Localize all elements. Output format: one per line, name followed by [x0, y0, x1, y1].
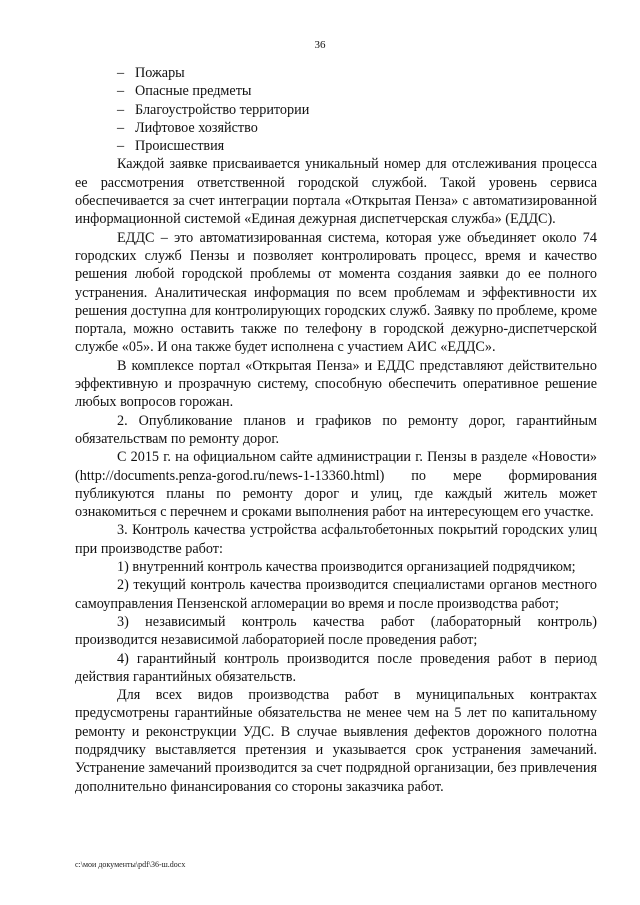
list-item — [75, 101, 597, 119]
paragraph-news-publication: С 2015 г. на официальном сайте администрации г. Пензы в разделе «Новости» (http://documents.penza-gorod.ru/news-1-13360.html) по мере формирования публикуются планы по ремонту дорог и улиц, где каждый житель может ознакомиться с перечнем и сроками выполнения работ на интересующем его участке. — [75, 449, 597, 521]
paragraph-section-3-heading: 3. Контроль качества устройства асфальтобетонных покрытий городских улиц при производстве работ: — [75, 522, 597, 557]
bullet-marker: – — [117, 101, 125, 118]
page-number: 36 — [314, 39, 326, 51]
list-item — [75, 137, 597, 155]
paragraph-warranty-obligations: Для всех видов производства работ в муниципальных контрактах предусмотрены гарантийные обязательства не менее чем на 5 лет по капитальному ремонту и реконструкции УДС. В случае выявления дефектов дорожного полотна подрядчику выставляется претензия и указывается срок устранения замечаний. Устранение замечаний производится за счет подрядной организации, без привлечения дополнительно финансирования со стороны заказчика работ. — [75, 687, 597, 795]
paragraph-section-2-heading: 2. Опубликование планов и графиков по ремонту дорог, гарантийным обязательствам по ремонту дорог. — [75, 412, 597, 447]
paragraph-edds-description: ЕДДС – это автоматизированная система, которая уже объединяет около 74 городских служб Пензы и позволяет контролировать процесс, время и качество решения любой городской проблемы от момента создания заявки до ее полного устранения. Аналитическая информация по всем проблемам и эффективности их решения доступна для контролирующих городских служб. Заявку по проблеме, кроме портала, можно оставить также по телефону в городской дежурно-диспетчерской службе «05». И она также будет исполнена с участием АИС «ЕДДС». — [75, 229, 597, 356]
bullet-marker: – — [117, 119, 125, 136]
paragraph-warranty-control: 4) гарантийный контроль производится после проведения работ в период действия гарантийных обязательств. — [75, 650, 597, 685]
paragraph-current-control: 2) текущий контроль качества производится специалистами органов местного самоуправления Пензенской агломерации во время и после производства работ; — [75, 577, 597, 612]
list-item-text: Лифтовое хозяйство — [135, 119, 258, 136]
paragraph-request-number: Каждой заявке присваивается уникальный номер для отслеживания процесса ее рассмотрения ответственной городской службой. Такой уровень сервиса обеспечивается за счет интеграции портала «Открытая Пенза» с автоматизированной информационной системой «Единая дежурная диспетчерская служба» (ЕДДС). — [75, 156, 597, 228]
list-item — [75, 119, 597, 137]
list-item-text: Пожары — [135, 65, 185, 81]
page-content — [75, 64, 597, 796]
bullet-marker: – — [117, 65, 125, 81]
list-item-text: Благоустройство территории — [135, 101, 310, 118]
footer-file-path: c:\мои документы\pdf\36-ш.docx — [75, 860, 186, 869]
bullet-marker: – — [117, 138, 125, 155]
bullet-marker: – — [117, 83, 125, 100]
paragraph-portal-system: В комплексе портал «Открытая Пенза» и ЕДДС представляют действительно эффективную и прозрачную систему, способную обеспечить оперативное решение любых вопросов горожан. — [75, 357, 597, 411]
list-item-text: Опасные предметы — [135, 83, 252, 100]
paragraph-internal-control: 1) внутренний контроль качества производится организацией подрядчиком; — [117, 559, 576, 576]
paragraph-independent-control: 3) независимый контроль качества работ (лабораторный контроль) производится независимой лабораторией после проведения работ; — [75, 613, 597, 649]
list-item — [75, 64, 597, 82]
list-item-text: Происшествия — [135, 138, 225, 155]
list-item — [75, 82, 597, 100]
